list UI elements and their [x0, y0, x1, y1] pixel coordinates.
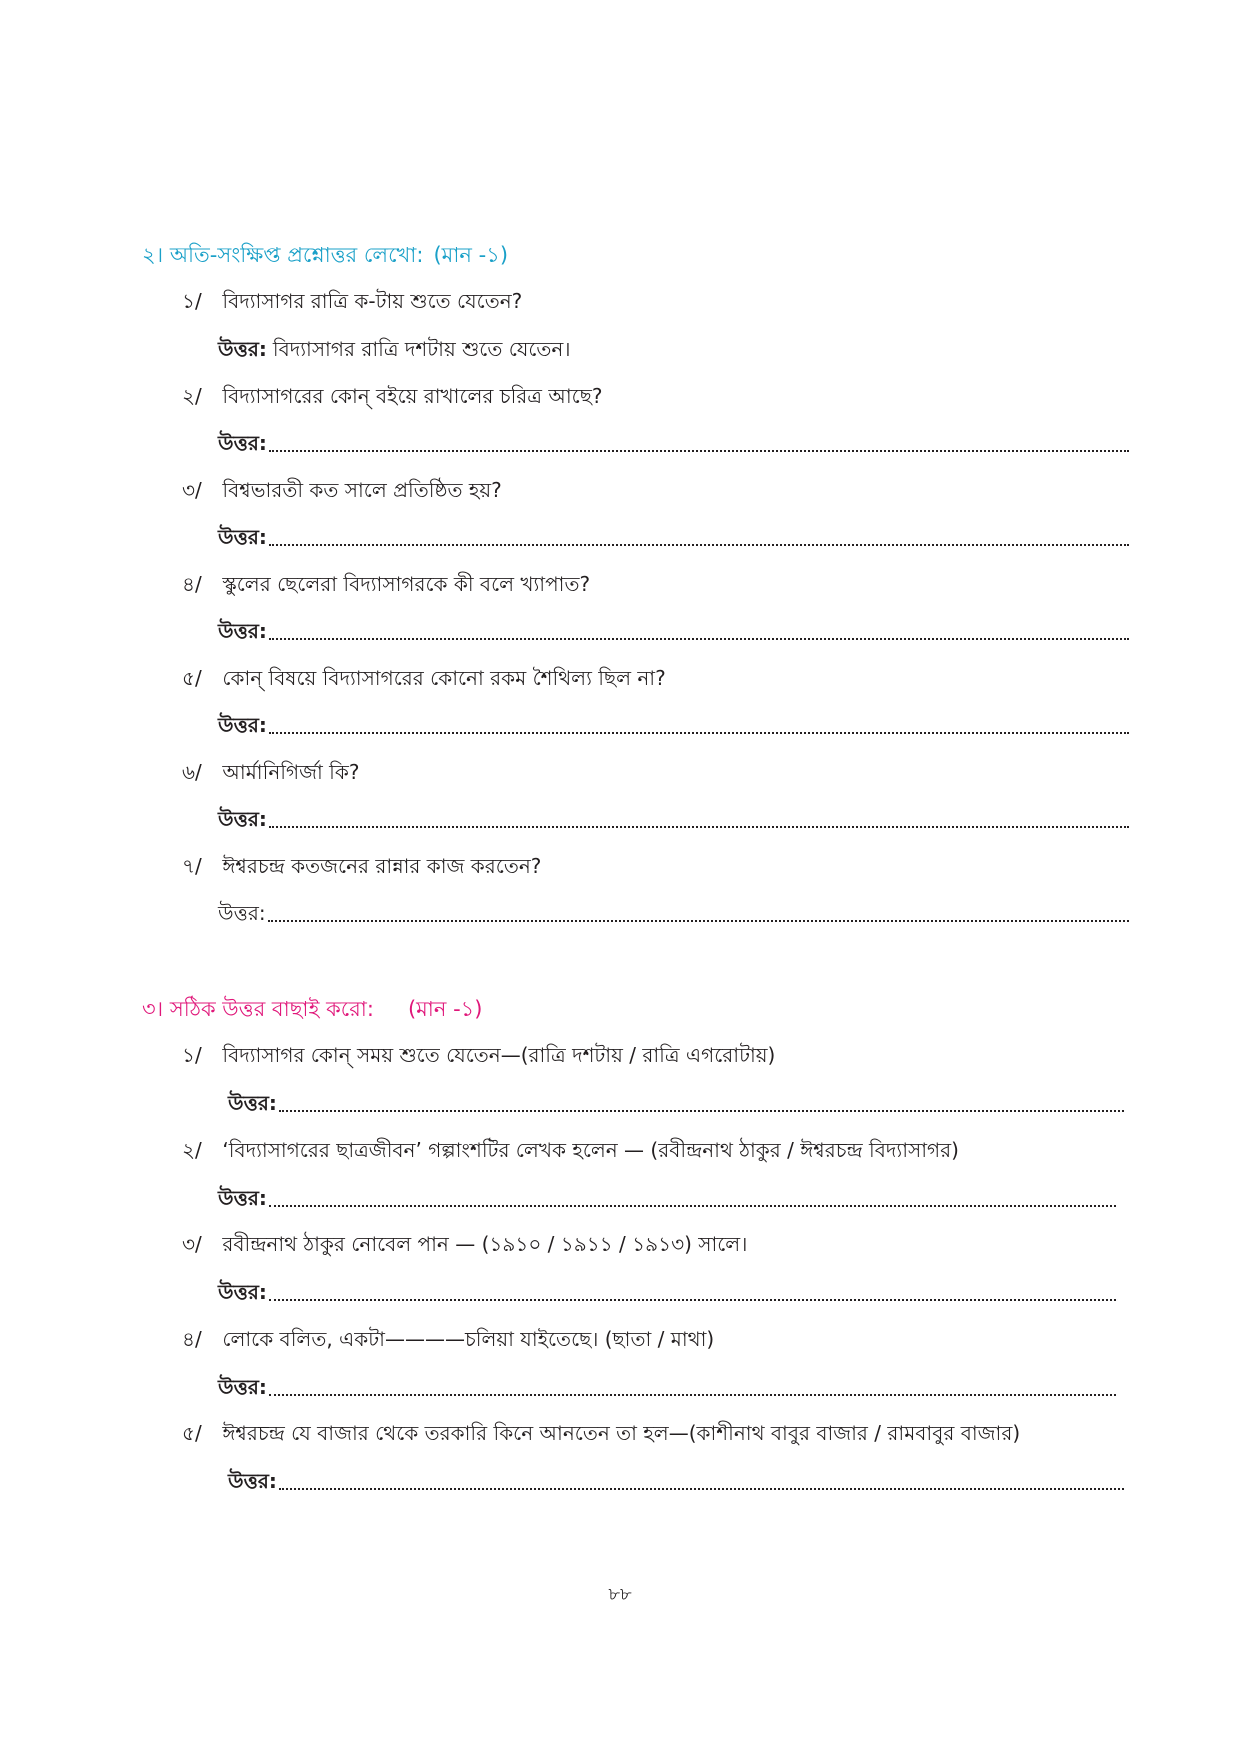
- question-3-2: [182, 1135, 1132, 1165]
- question-3-3: [182, 1229, 1132, 1259]
- answer-2-7[interactable]: [218, 898, 1129, 928]
- page-number: ৮৮: [608, 1584, 632, 1605]
- answer-blank[interactable]: [279, 1468, 1124, 1490]
- question-text: লোকে বলিত, একটা————চলিয়া যাইতেছে। (ছাতা / মাথা): [222, 1327, 715, 1351]
- question-text: ঈশ্বরচন্দ্র যে বাজার থেকে তরকারি কিনে আনতেন তা হল—(কাশীনাথ বাবুর বাজার / রামবাবুর বাজার): [222, 1421, 1021, 1445]
- question-number: ১/: [182, 1043, 202, 1067]
- question-2-3: [182, 475, 1132, 505]
- answer-label: উত্তর:: [218, 807, 267, 831]
- answer-label: উত্তর:: [218, 619, 267, 643]
- question-number: ৬/: [182, 760, 202, 784]
- question-number: ২/: [182, 384, 202, 408]
- answer-label: উত্তর:: [218, 431, 267, 455]
- question-text: বিদ্যাসাগর কোন্ সময় শুতে যেতেন—(রাত্রি দশটায় / রাত্রি এগরোটায়): [222, 1043, 776, 1067]
- answer-label: উত্তর:: [228, 1469, 277, 1493]
- answer-blank[interactable]: [269, 806, 1129, 828]
- question-number: ৫/: [182, 1421, 202, 1445]
- question-3-1: [182, 1040, 1132, 1070]
- question-2-2: [182, 381, 1132, 411]
- answer-3-2[interactable]: [218, 1183, 1116, 1213]
- question-3-5: [182, 1418, 1132, 1448]
- answer-label: উত্তর:: [218, 337, 267, 361]
- answer-2-3[interactable]: [218, 522, 1129, 552]
- question-text: কোন্ বিষয়ে বিদ্যাসাগরের কোনো রকম শৈথিল্য ছিল না?: [222, 666, 666, 690]
- answer-blank[interactable]: [269, 1185, 1116, 1207]
- question-2-4: [182, 569, 1132, 599]
- question-text: ঈশ্বরচন্দ্র কতজনের রান্নার কাজ করতেন?: [222, 854, 542, 878]
- section-2-title: ২। অতি-সংক্ষিপ্ত প্রশ্নোত্তর লেখো:: [142, 243, 424, 267]
- answer-label: উত্তর:: [218, 713, 267, 737]
- answer-2-2[interactable]: [218, 428, 1129, 458]
- answer-blank[interactable]: [269, 1279, 1116, 1301]
- answer-3-5[interactable]: [228, 1466, 1124, 1496]
- question-3-4: [182, 1324, 1132, 1354]
- answer-2-6[interactable]: [218, 804, 1129, 834]
- answer-3-1[interactable]: [228, 1088, 1124, 1118]
- question-2-7: [182, 851, 1132, 881]
- question-text: আর্মানিগির্জা কি?: [222, 760, 360, 784]
- section-3-title: ৩। সঠিক উত্তর বাছাই করো:: [142, 997, 374, 1021]
- question-number: ২/: [182, 1138, 202, 1162]
- question-number: ৩/: [182, 1232, 202, 1256]
- question-number: ৪/: [182, 1327, 202, 1351]
- question-number: ৫/: [182, 666, 202, 690]
- question-text: বিদ্যাসাগর রাত্রি ক-টায় শুতে যেতেন?: [222, 289, 523, 313]
- question-number: ৭/: [182, 854, 202, 878]
- answer-label: উত্তর:: [218, 1375, 267, 1399]
- answer-blank[interactable]: [269, 1374, 1116, 1396]
- question-number: ৪/: [182, 572, 202, 596]
- question-number: ১/: [182, 289, 202, 313]
- question-2-6: [182, 757, 1132, 787]
- answer-label: উত্তর:: [218, 1186, 267, 1210]
- question-text: ‘বিদ্যাসাগরের ছাত্রজীবন’ গল্পাংশটির লেখক হলেন — (রবীন্দ্রনাথ ঠাকুর / ঈশ্বরচন্দ্র বিদ্যাসাগর): [222, 1138, 959, 1162]
- answer-3-3[interactable]: [218, 1277, 1116, 1307]
- answer-2-1: [218, 334, 1118, 364]
- question-text: রবীন্দ্রনাথ ঠাকুর নোবেল পান — (১৯১০ / ১৯১১ / ১৯১৩) সালে।: [222, 1232, 748, 1256]
- answer-blank[interactable]: [269, 524, 1129, 546]
- answer-label: উত্তর:: [218, 901, 266, 925]
- answer-blank[interactable]: [269, 430, 1129, 452]
- answer-3-4[interactable]: [218, 1372, 1116, 1402]
- answer-label: উত্তর:: [228, 1091, 277, 1115]
- question-text: বিশ্বভারতী কত সালে প্রতিষ্ঠিত হয়?: [222, 478, 502, 502]
- section-2-heading: [142, 240, 508, 270]
- answer-blank[interactable]: [279, 1090, 1124, 1112]
- section-3-marks: (মান -১): [407, 997, 483, 1021]
- question-2-1: [182, 286, 1132, 316]
- question-text: বিদ্যাসাগরের কোন্ বইয়ে রাখালের চরিত্র আছে?: [222, 384, 603, 408]
- question-2-5: [182, 663, 1132, 693]
- answer-label: উত্তর:: [218, 1280, 267, 1304]
- answer-2-4[interactable]: [218, 616, 1129, 646]
- section-2-marks: (মান -১): [433, 243, 509, 267]
- section-3-heading: [142, 994, 483, 1024]
- answer-blank[interactable]: [269, 712, 1129, 734]
- answer-2-5[interactable]: [218, 710, 1129, 740]
- question-number: ৩/: [182, 478, 202, 502]
- answer-blank[interactable]: [268, 900, 1129, 922]
- answer-label: উত্তর:: [218, 525, 267, 549]
- answer-text: বিদ্যাসাগর রাত্রি দশটায় শুতে যেতেন।: [272, 337, 571, 361]
- question-text: স্কুলের ছেলেরা বিদ্যাসাগরকে কী বলে খ্যাপাত?: [222, 572, 591, 596]
- answer-blank[interactable]: [269, 618, 1129, 640]
